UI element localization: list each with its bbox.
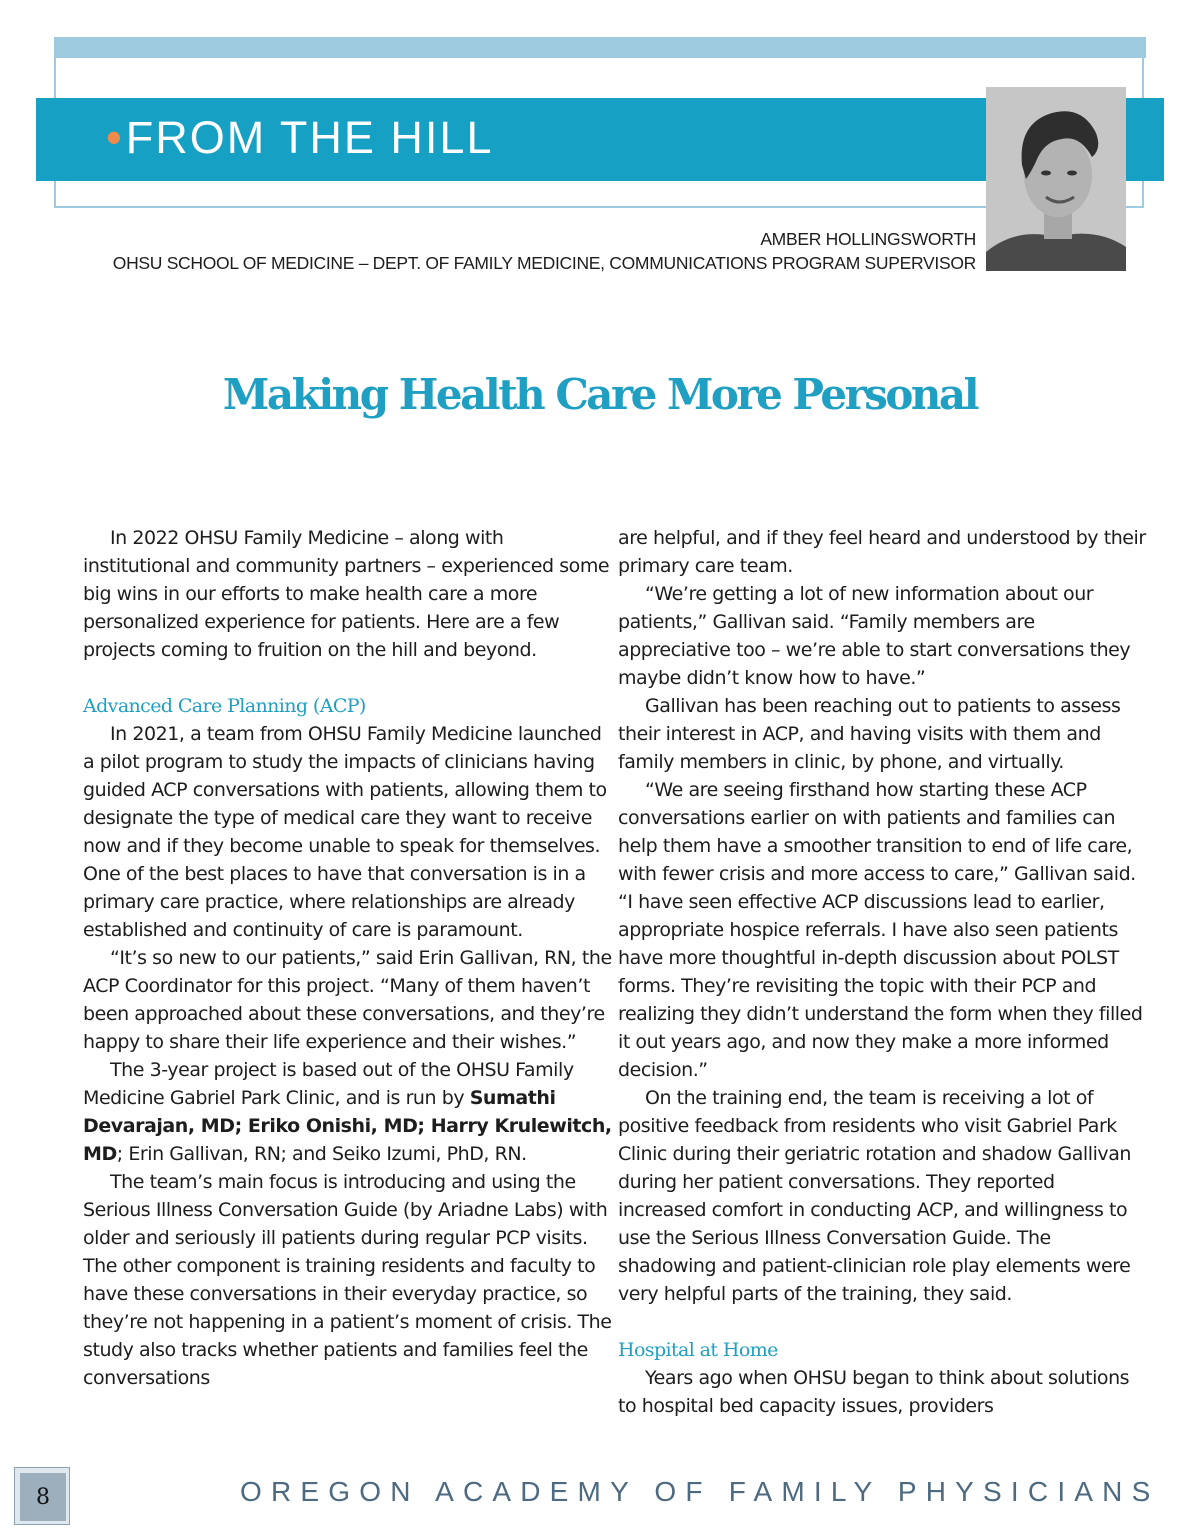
paragraph-text: ; Erin Gallivan, RN; and Seiko Izumi, PhD, RN. — [116, 1143, 527, 1165]
paragraph: In 2021, a team from OHSU Family Medicine launched a pilot program to study the impacts of clinicians having guided ACP conversations with patients, allowing them to designate the type of medical care they want to receive now and if they become unable to speak for themselves. One of the best places to have that conversation is in a primary care practice, where relationships are already established and continuity of care is paramount. — [83, 723, 607, 941]
paragraph-bold-names: Sumathi Devarajan, MD; Eriko Onishi, MD; Harry Krulewitch, MD — [83, 1087, 612, 1165]
subheading-acp: Advanced Care Planning (ACP) — [83, 695, 366, 717]
header-top-strip — [54, 37, 1146, 58]
paragraph: are helpful, and if they feel heard and understood by their primary care team. — [618, 527, 1146, 577]
paragraph: “We are seeing firsthand how starting these ACP conversations earlier on with patients and families can help them have a smoother transition to end of life care, with fewer crisis and more access to care,” Gallivan said. “I have seen effective ACP discussions lead to earlier, appropriate hospice referrals. I have also seen patients have more thoughtful in-depth discussion about POLST forms. They’re revisiting the topic with their PCP and realizing they didn’t understand the form when they filled it out years ago, and now they make a more informed decision.” — [618, 779, 1143, 1081]
section-title-text: FROM THE HILL — [125, 112, 494, 163]
paragraph: In 2022 OHSU Family Medicine – along with institutional and community partners – experienced some big wins in our efforts to make health care a more personalized experience for patients. Here are a few projects coming to fruition on the hill and beyond. — [83, 527, 610, 661]
author-byline — [113, 227, 976, 275]
author-photo — [986, 87, 1126, 271]
page-number-box — [14, 1467, 70, 1525]
article-headline: Making Health Care More Personal — [222, 370, 978, 419]
paragraph — [83, 1056, 613, 1168]
page-number: 8 — [20, 1473, 66, 1521]
paragraph: Years ago when OHSU began to think about solutions to hospital bed capacity issues, providers — [618, 1367, 1130, 1417]
section-title — [106, 108, 493, 168]
paragraph-gap — [618, 1308, 1148, 1336]
author-name: AMBER HOLLINGSWORTH — [760, 229, 976, 249]
paragraph: Gallivan has been reaching out to patients to assess their interest in ACP, and having visits with them and family members in clinic, by phone, and virtually. — [618, 695, 1121, 773]
paragraph: On the training end, the team is receiving a lot of positive feedback from residents who visit Gabriel Park Clinic during their geriatric rotation and shadow Gallivan during her patient conversations. They reported increased comfort in conducting ACP, and willingness to use the Serious Illness Conversation Guide. The shadowing and patient-clinician role play elements were very helpful parts of the training, they said. — [618, 1087, 1131, 1305]
article-column-right — [618, 524, 1148, 1420]
article-column-left — [83, 524, 613, 1392]
paragraph: The team’s main focus is introducing and using the Serious Illness Conversation Guide (by Ariadne Labs) with older and seriously ill patients during regular PCP visits. The other component is training residents and faculty to have these conversations in their everyday practice, so they’re not happening in a patient’s moment of crisis. The study also tracks whether patients and families feel the conversations — [83, 1171, 612, 1389]
paragraph-text: The 3-year project is based out of the OHSU Family Medicine Gabriel Park Clinic, and is run by — [83, 1059, 574, 1109]
paragraph-gap — [83, 664, 613, 692]
subheading-hospital-at-home: Hospital at Home — [618, 1339, 778, 1361]
author-title: OHSU SCHOOL OF MEDICINE – DEPT. OF FAMILY MEDICINE, COMMUNICATIONS PROGRAM SUPERVISOR — [112, 253, 976, 273]
publication-footer: OREGON ACADEMY OF FAMILY PHYSICIANS — [240, 1476, 1160, 1507]
section-bullet: • — [106, 112, 124, 163]
paragraph: “It’s so new to our patients,” said Erin Gallivan, RN, the ACP Coordinator for this project. “Many of them haven’t been approached about these conversations, and they’re happy to share their life experience and their wishes.” — [83, 947, 612, 1053]
paragraph: “We’re getting a lot of new information about our patients,” Gallivan said. “Family members are appreciative too – we’re able to start conversations they maybe didn’t know how to have.” — [618, 583, 1131, 689]
